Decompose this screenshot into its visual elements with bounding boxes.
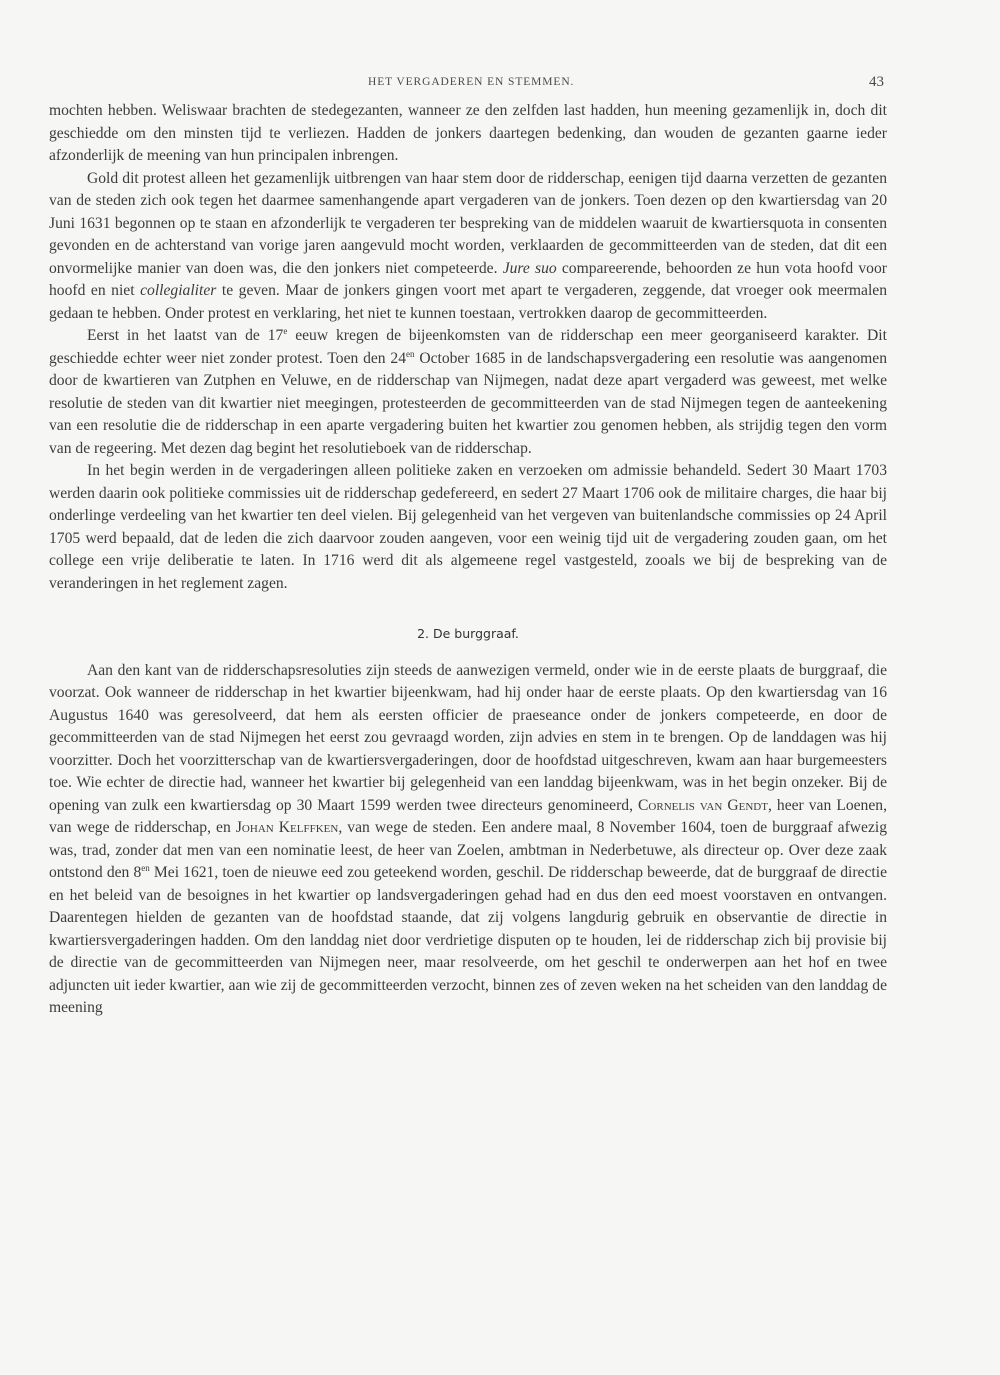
small-caps-name: Johan Kelffken	[235, 819, 339, 836]
section-paragraph-1	[49, 660, 887, 1020]
paragraph-text: Eerst in het laatst van de 17	[87, 327, 284, 344]
paragraph-text: compareerende, behoorden ze hun vota hoofd voor hoofd en niet	[49, 259, 887, 299]
paragraph-text: Mei 1621, toen de nieuwe eed zou geteekend worden, geschil. De ridderschap beweerde, dat de burggraaf de directie en het beleid van de besoignes in het kwartier op landsvergaderingen gehad had en dus den eed moest voorstaven en ontvangen. Daarentegen hielden de gezanten van de hoofdstad staande, dat zij volgens langdurig gebruik en observantie de directie in kwartiersvergaderingen hadden. Om den landdag niet door verdrietige disputen op te houden, lei de ridderschap zich bij provisie bij de directie van de gecommitteerden van Nijmegen neer, maar resolveerde, om het geschil te onderwerpen aan het hof en twee adjuncten uit ieder kwartier, aan wie zij de gecommitteerden verzocht, binnen zes of zeven weken na het scheiden van den landdag de meening	[49, 864, 887, 1016]
running-title: HET VERGADEREN EN STEMMEN.	[368, 76, 575, 88]
page-header	[0, 76, 1000, 96]
paragraph-text: Aan den kant van de ridderschapsresoluties zijn steeds de aanwezigen vermeld, onder wie in de eerste plaats de burggraaf, die voorzat. Ook wanneer de ridderschap in het kwartier bijeenkwam, had hij onder haar de eerste plaats. Op den kwartiersdag van 16 Augustus 1640 was geresolveerd, dat hem als eersten officier de praeseance onder de jonkers competeerde, en door de gecommitteerden van de stad Nijmegen het eerst zou gevraagd worden, zijn advies en stem in te brengen. Op de landdagen was hij voorzitter. Doch het voorzitterschap van de kwartiersvergaderingen, door de hoofdstad uitgeschreven, kwam aan haar burgemeesters toe. Wie echter de directie had, wanneer het kwartier bij gelegenheid van een landdag bijeenkwam, was in het begin onzeker. Bij de opening van zulk een kwartiersdag op 30 Maart 1599 werden twee directeurs genomineerd,	[49, 661, 887, 814]
superscript: en	[141, 862, 150, 873]
paragraph-text: , heer van Loenen, van wege de ridderschap, en	[49, 796, 887, 836]
paragraph-3	[49, 325, 887, 460]
paragraph-text: te geven. Maar de jonkers gingen voort met apart te vergaderen, zeggende, dat vroeger ook meermalen gedaan te hebben. Onder protest en verklaring, het niet te kunnen toestaan, vertrokken daarop de gecommitteerden.	[49, 282, 887, 322]
small-caps-name: Cornelis van Gendt	[638, 796, 768, 814]
superscript: e	[283, 325, 288, 336]
paragraph-text: , van wege de steden. Een andere maal, 8 November 1604, toen de burggraaf afwezig was, trad, zonder dat men van een nominatie leest, de heer van Zoelen, ambtman in Nederbetuwe, als directeur op. Over deze zaak ontstond den 8	[49, 819, 888, 881]
paragraph-text: October 1685 in de landschapsvergadering een resolutie was aangenomen door de kwartieren van Zutphen en Veluwe, en de ridderschap van Nijmegen, nadat deze apart vergaderd was geweest, met welke resolutie de steden van dit kwartier niet meegingen, protesteerden de gecommitteerden van de stad Nijmegen tegen de aanteekening van een resolutie die de ridderschap in een aparte vergadering buiten het kwartier zou genomen hebben, als strijdig tegen den vorm van de regeering. Met dezen dag begint het resolutieboek van de ridderschap.	[49, 349, 887, 457]
page-number: 43	[869, 74, 884, 90]
body-text	[49, 100, 887, 1020]
paragraph-1	[49, 100, 887, 168]
section-heading: 2. De burggraaf.	[417, 626, 519, 641]
paragraph-text: mochten hebben. Weliswaar brachten de stedegezanten, wanneer ze den zelfden last hadden, hun meening gezamenlijk in, doch dit geschiedde om den minsten tijd te verliezen. Hadden de jonkers daartegen bedenking, dan wouden de gezanten gaarne ieder afzonderlijk de meening van hun principalen inbrengen.	[49, 102, 887, 164]
italic-phrase: collegialiter	[140, 282, 217, 299]
paragraph-2	[49, 168, 887, 326]
paragraph-text: eeuw kregen de bijeenkomsten van de ridderschap een meer georganiseerd karakter. Dit geschiedde echter weer niet zonder protest. Toen den 24	[49, 327, 887, 367]
italic-phrase: Jure suo	[502, 259, 557, 277]
paragraph-text: In het begin werden in de vergaderingen alleen politieke zaken en verzoeken om admissie behandeld. Sedert 30 Maart 1703 werden daarin ook politieke commissies uit de ridderschap gedefereerd, en sedert 27 Maart 1706 ook de militaire charges, die haar bij onderlinge verdeeling van het kwartier ten deel vielen. Bij gelegenheid van het vergeven van buitenlandsche commissies op 24 April 1705 werd bepaald, dat de leden die zich daarvoor zouden aangeven, voor een weinig tijd uit de vergadering zouden gaan, om het college een vrije deliberatie te laten. In 1716 werd dit als algemeene regel vastgesteld, zooals we bij de bespreking van de veranderingen in het reglement zagen.	[49, 462, 887, 592]
paragraph-text: Gold dit protest alleen het gezamenlijk uitbrengen van haar stem door de ridderschap, eenigen tijd daarna verzetten de gezanten van de steden zich ook tegen het daarmee samenhangende apart vergaderen van de jonkers. Toen dezen op den kwartiersdag van 20 Juni 1631 begonnen op te staan en afzonderlijk te vergaderen ter bespreking van de middelen waaruit de kwartiersquota in consenten gevonden en de achterstand van vorige jaren aangevuld mocht worden, verklaarden de gecommitteerden van de steden, dat dit een onvormelijke manier van doen was, die den jonkers niet competeerde.	[49, 169, 887, 277]
superscript: en	[406, 348, 415, 359]
paragraph-4	[49, 460, 887, 595]
